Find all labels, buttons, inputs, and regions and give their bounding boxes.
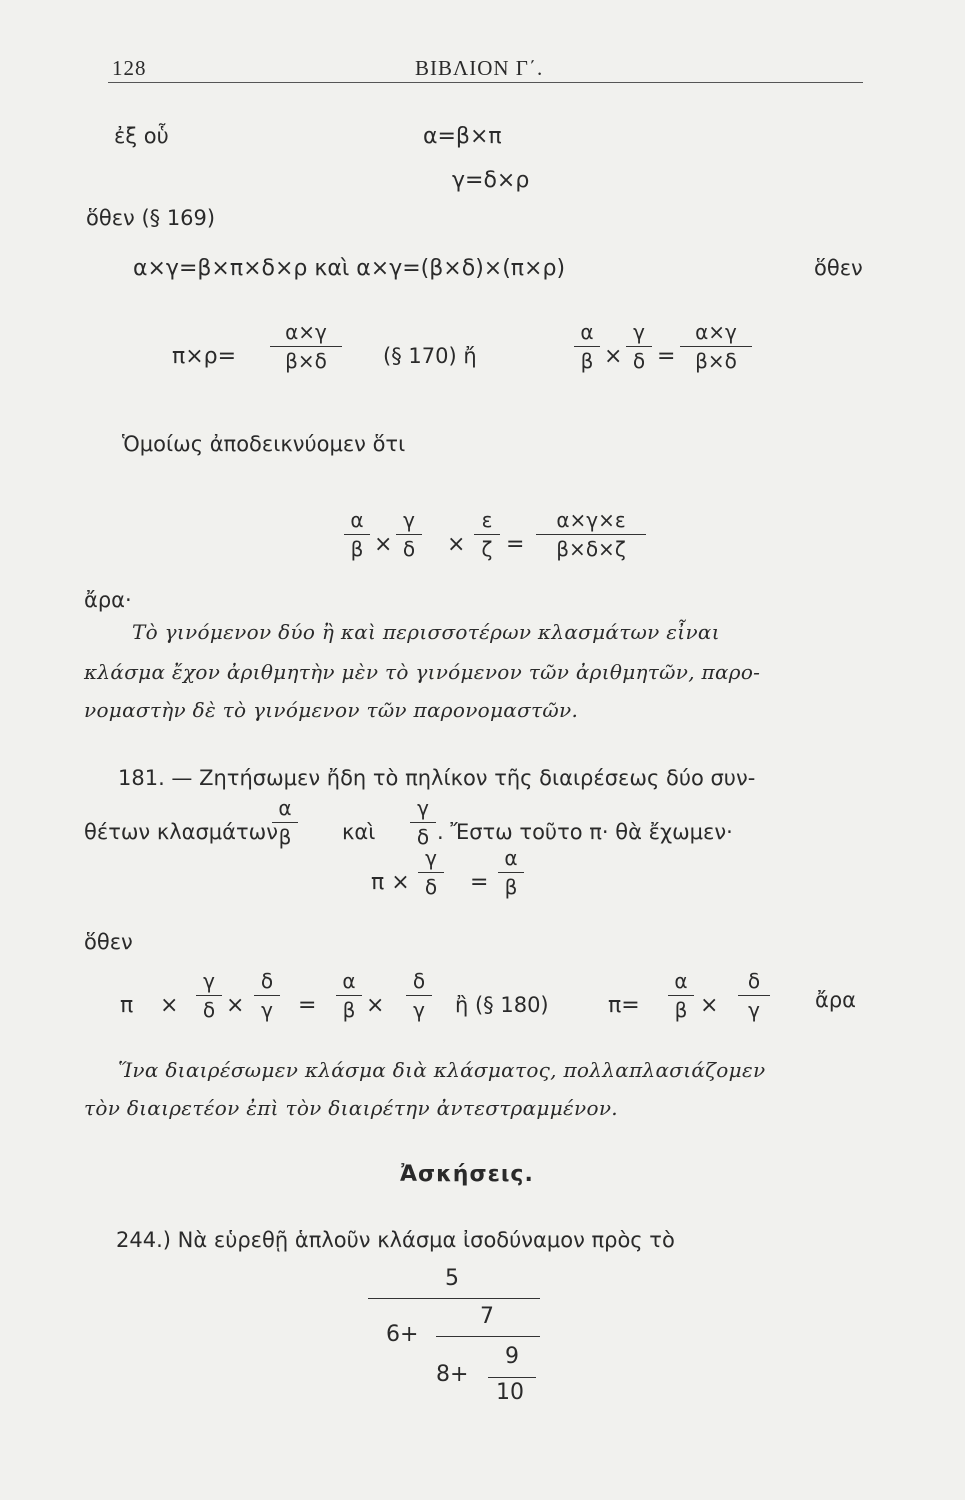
section-181-line-2c: . Ἔστω τοῦτο π· θὰ ἔχωμεν·	[437, 820, 733, 844]
frac-denominator: δ	[416, 825, 430, 849]
cf-eight-plus: 8+	[436, 1362, 469, 1387]
cf-main-bar	[368, 1298, 540, 1299]
fraction-axg-bxd-2	[680, 319, 752, 374]
frac-denominator: γ	[261, 998, 273, 1022]
times-sign: ×	[374, 532, 393, 557]
frac-denominator: β	[350, 537, 364, 561]
fraction-g-d-181	[410, 795, 436, 850]
pi-symbol: π	[120, 993, 134, 1018]
frac-numerator: δ	[412, 969, 426, 993]
frac-denominator: δ	[202, 998, 216, 1022]
times-sign: ×	[700, 993, 719, 1018]
rule-line-2: κλάσμα ἔχον ἀριθμητὴν μὲν τὸ γινόμενον τῶν ἀριθμητῶν, παρο-	[84, 660, 761, 684]
equation-gamma: γ=δ×ρ	[452, 168, 530, 193]
frac-numerator: γ	[425, 846, 437, 870]
text-homoios: Ὁμοίως ἀποδεικνύομεν ὅτι	[122, 432, 406, 456]
page-number: 128	[112, 56, 147, 80]
cf-six-plus: 6+	[386, 1322, 419, 1347]
frac-numerator: α×γ×ε	[556, 508, 626, 532]
cf-numerator-9: 9	[505, 1344, 519, 1369]
text-hothen-ref: ὅθεν (§ 169)	[86, 206, 216, 230]
fraction-axgxe-bxdxz	[536, 507, 646, 562]
exercise-244: 244.) Νὰ εὑρεθῇ ἁπλοῦν κλάσμα ἰσοδύναμον πρὸς τὸ	[116, 1228, 675, 1252]
fraction-g-d-a	[196, 968, 222, 1023]
fraction-a-b-3	[344, 507, 370, 562]
exercises-heading: Ἀσκήσεις.	[400, 1162, 534, 1187]
rule2-line-1: Ἵνα διαιρέσωμεν κλάσμα διὰ κλάσματος, πολλαπλασιάζομεν	[118, 1058, 766, 1082]
frac-numerator: δ	[260, 969, 274, 993]
rule-line-1: Τὸ γινόμενον δύο ἢ καὶ περισσοτέρων κλασμάτων εἶναι	[132, 620, 720, 644]
text-ref-180: ἢ (§ 180)	[455, 993, 549, 1017]
section-181-line-2a: θέτων κλασμάτων	[84, 820, 278, 844]
cf-numerator-5: 5	[445, 1266, 459, 1291]
fraction-d-g-a	[254, 968, 280, 1023]
cf-numerator-7: 7	[480, 1304, 494, 1329]
section-181-line-1: 181. — Ζητήσωμεν ἤδη τὸ πηλίκον τῆς διαιρέσεως δύο συν-	[118, 766, 756, 790]
frac-numerator: α	[342, 969, 356, 993]
equals-sign: =	[470, 870, 489, 895]
frac-denominator: δ	[424, 875, 438, 899]
equation-pxr-lhs: π×ρ=	[172, 344, 237, 369]
frac-numerator: α×γ	[285, 320, 327, 344]
equation-alpha: α=β×π	[423, 124, 502, 149]
frac-denominator: β	[580, 349, 594, 373]
frac-denominator: δ	[402, 537, 416, 561]
frac-denominator: δ	[632, 349, 646, 373]
section-181-line-2b: καὶ	[342, 820, 376, 844]
frac-denominator: β	[674, 998, 688, 1022]
cf-third-bar	[488, 1377, 536, 1378]
frac-numerator: α	[350, 508, 364, 532]
text-ara-2: ἄρα	[815, 988, 857, 1012]
text-hothen: ὅθεν	[814, 256, 863, 280]
times-sign: ×	[447, 532, 466, 557]
frac-denominator: β	[278, 825, 292, 849]
fraction-a-b-pi	[498, 845, 524, 900]
fraction-a-b-c	[668, 968, 694, 1023]
frac-denominator: β×δ	[695, 349, 737, 373]
frac-numerator: γ	[417, 796, 429, 820]
fraction-a-b-181	[272, 795, 298, 850]
fraction-g-d	[626, 319, 652, 374]
book-title: ΒΙΒΛΙΟΝ Γ΄.	[415, 56, 544, 80]
frac-denominator: γ	[748, 998, 760, 1022]
frac-denominator: γ	[413, 998, 425, 1022]
fraction-g-d-3	[396, 507, 422, 562]
times-sign: ×	[226, 993, 245, 1018]
times-sign: ×	[160, 993, 179, 1018]
equals-sign: =	[657, 344, 676, 369]
rule-line-3: νομαστὴν δὲ τὸ γινόμενον τῶν παρονομαστῶν.	[84, 698, 579, 722]
fraction-a-b-b	[336, 968, 362, 1023]
frac-denominator: β	[504, 875, 518, 899]
frac-numerator: δ	[747, 969, 761, 993]
text-ara: ἄρα·	[84, 588, 132, 612]
fraction-d-g-c	[738, 968, 770, 1023]
rule2-line-2: τὸν διαιρετέον ἐπὶ τὸν διαιρέτην ἀντεστραμμένον.	[84, 1096, 618, 1120]
frac-denominator: β×δ×ζ	[556, 537, 626, 561]
text-ref-170: (§ 170) ἤ	[383, 344, 477, 368]
cf-denominator-10: 10	[496, 1380, 524, 1405]
frac-denominator: β×δ	[285, 349, 327, 373]
text-ex-ou: ἐξ οὗ	[114, 124, 169, 148]
fraction-e-z	[474, 507, 500, 562]
pi-times: π ×	[371, 870, 410, 895]
cf-second-bar	[436, 1336, 540, 1337]
frac-numerator: γ	[633, 320, 645, 344]
frac-denominator: β	[342, 998, 356, 1022]
frac-numerator: α	[674, 969, 688, 993]
text-hothen-2: ὅθεν	[84, 930, 133, 954]
frac-denominator: ζ	[481, 537, 493, 561]
frac-numerator: α	[504, 846, 518, 870]
frac-numerator: α×γ	[695, 320, 737, 344]
times-sign: ×	[604, 344, 623, 369]
fraction-a-b	[574, 319, 600, 374]
header-rule	[108, 82, 863, 83]
frac-numerator: ε	[481, 508, 493, 532]
equals-sign: =	[298, 993, 317, 1018]
times-sign: ×	[366, 993, 385, 1018]
frac-numerator: α	[278, 796, 292, 820]
equals-sign: =	[506, 532, 525, 557]
fraction-g-d-pi	[418, 845, 444, 900]
frac-numerator: γ	[203, 969, 215, 993]
fraction-d-g-b	[406, 968, 432, 1023]
pi-equals: π=	[608, 993, 640, 1018]
frac-numerator: α	[580, 320, 594, 344]
frac-numerator: γ	[403, 508, 415, 532]
equation-product: α×γ=β×π×δ×ρ καὶ α×γ=(β×δ)×(π×ρ)	[133, 256, 566, 281]
fraction-axg-bxd	[270, 319, 342, 374]
